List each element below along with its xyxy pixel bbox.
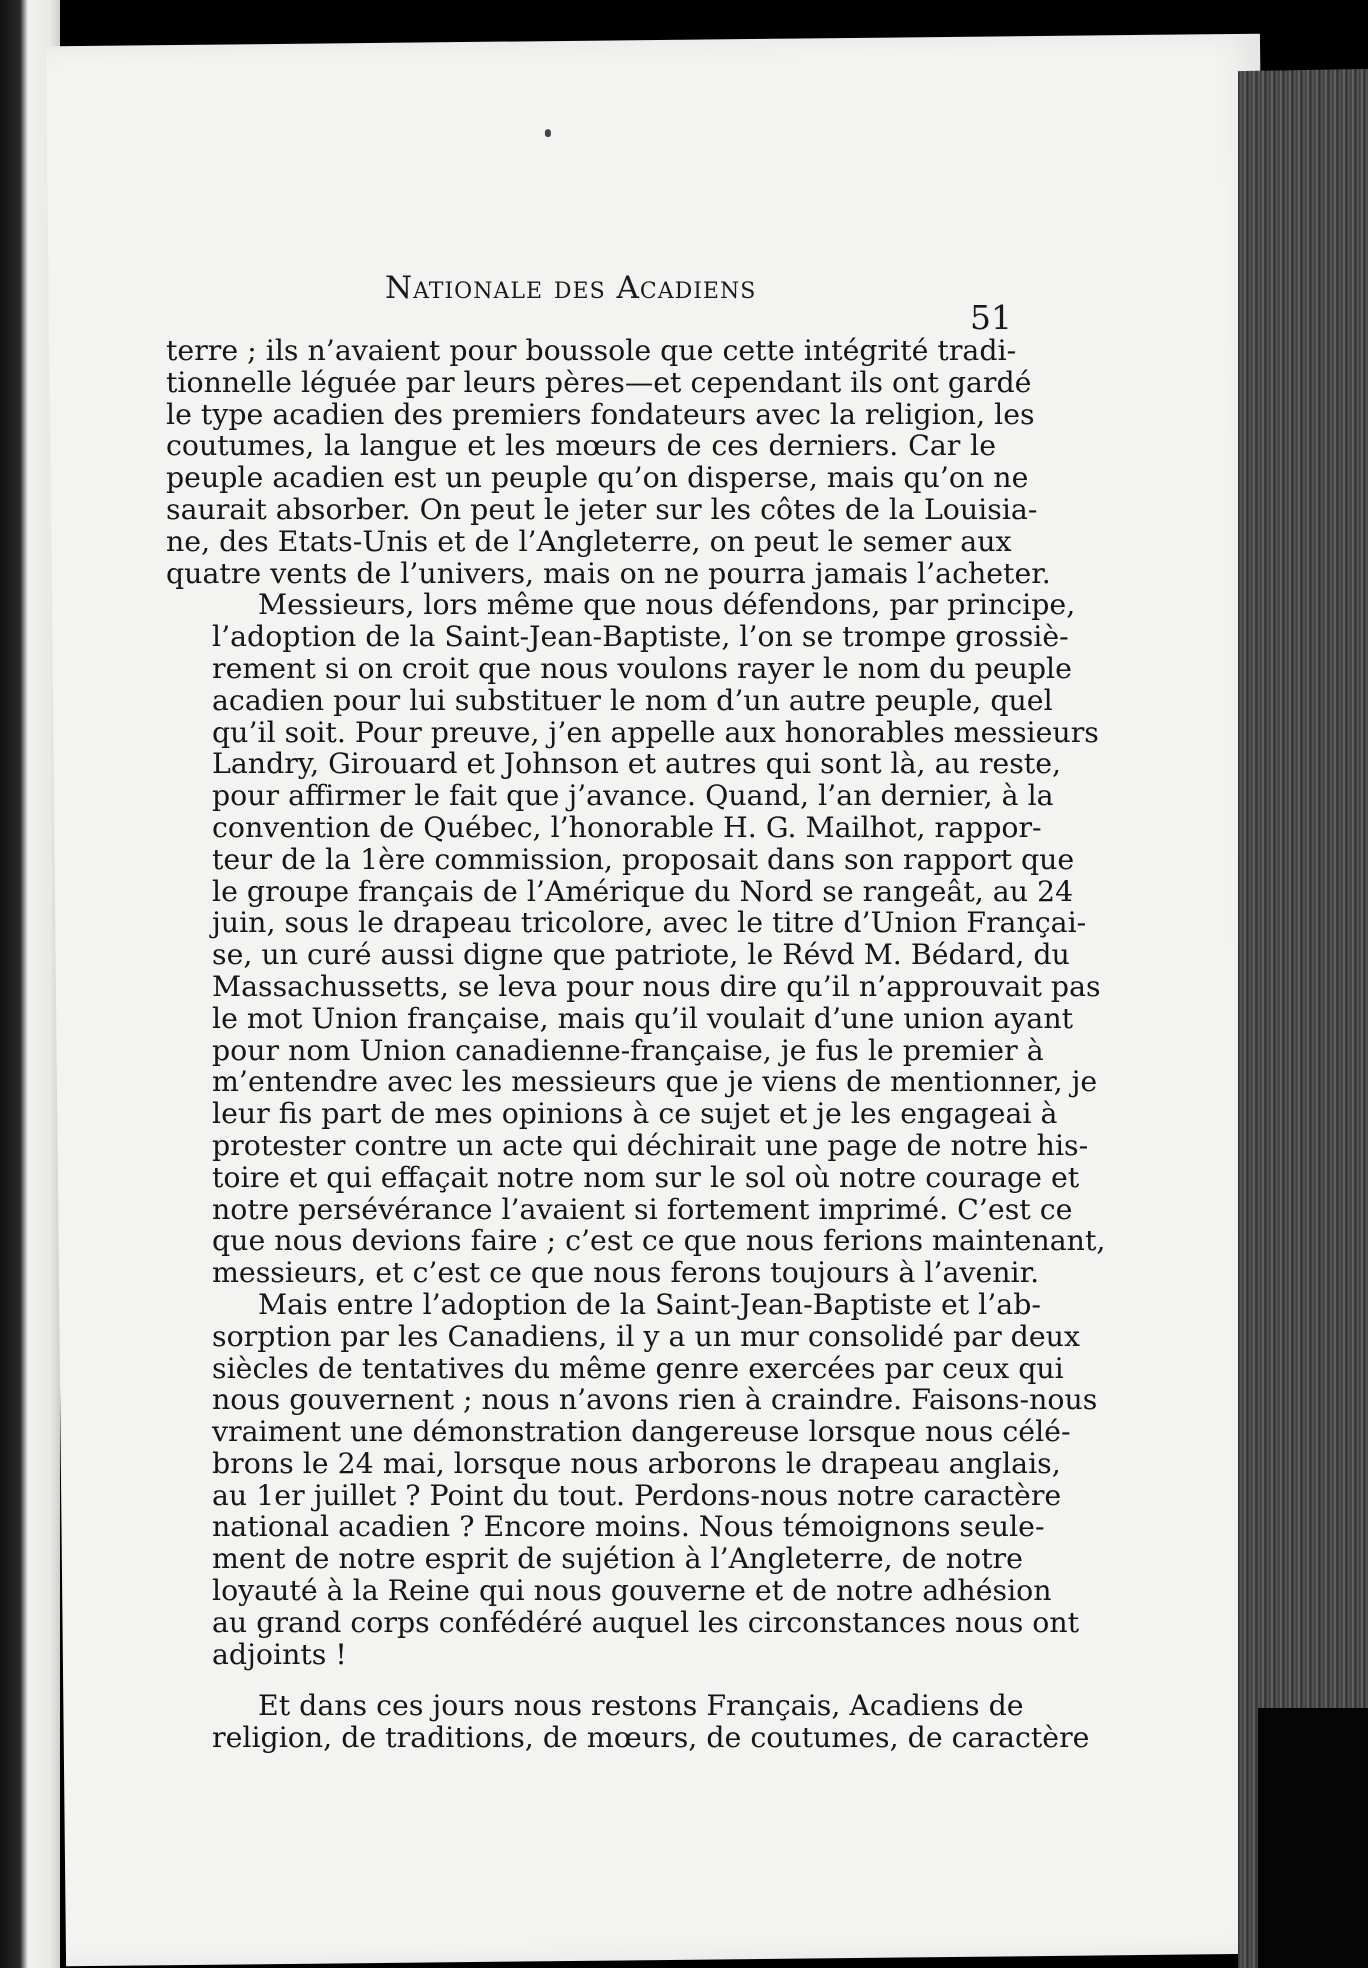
text-line: Et dans ces jours nous restons Français, Acadiens de (258, 1689, 1024, 1723)
paragraph-1 (166, 334, 1051, 590)
text-line: saurait absorber. On peut le jeter sur les côtes de la Louisia- (166, 492, 1038, 526)
text-line: Landry, Girouard et Johnson et autres qui sont là, au reste, (212, 747, 1062, 781)
paragraph-3 (166, 1287, 1098, 1671)
paragraph-4 (166, 1689, 1090, 1755)
text-line: coutumes, la langue et les mœurs de ces derniers. Car le (166, 429, 996, 463)
text-line: quatre vents de l’univers, mais on ne pourra jamais l’acheter. (166, 556, 1051, 590)
text-line: terre ; ils n’avaient pour boussole que cette intégrité tradi- (166, 334, 1017, 367)
text-line: acadien pour lui substituer le nom d’un autre peuple, quel (212, 683, 1053, 717)
text-line: Massachussetts, se leva pour nous dire qu’il n’approuvait pas (212, 969, 1101, 1003)
text-line: messieurs, et c’est ce que nous ferons toujours à l’avenir. (212, 1256, 1040, 1290)
text-line: religion, de traditions, de mœurs, de coutumes, de caractère (212, 1721, 1090, 1755)
running-head: Nationale des Acadiens (385, 270, 757, 306)
text-line: l’adoption de la Saint-Jean-Baptiste, l’on se trompe grossiè- (212, 620, 1069, 654)
paragraph-2 (166, 588, 1106, 1290)
text-line: nous gouvernent ; nous n’avons rien à craindre. Faisons-nous (212, 1383, 1098, 1417)
text-line: pour nom Union canadienne-française, je fus le premier à (212, 1033, 1044, 1067)
text-line: brons le 24 mai, lorsque nous arborons le drapeau anglais, (212, 1446, 1061, 1480)
text-line: Mais entre l’adoption de la Saint-Jean-Baptiste et l’ab- (258, 1287, 1041, 1321)
text-line: ment de notre esprit de sujétion à l’Angleterre, de notre (212, 1542, 1023, 1576)
text-line: au 1er juillet ? Point du tout. Perdons-nous notre caractère (212, 1478, 1062, 1512)
text-line: le groupe français de l’Amérique du Nord se rangeât, au 24 (212, 874, 1074, 908)
text-line: toire et qui effaçait notre nom sur le sol où notre courage et (212, 1160, 1080, 1194)
text-line: sorption par les Canadiens, il y a un mur consolidé par deux (212, 1319, 1080, 1353)
text-line: pour affirmer le fait que j’avance. Quand, l’an dernier, à la (212, 779, 1054, 813)
text-line: au grand corps confédéré auquel les circonstances nous ont (212, 1605, 1080, 1639)
body-text (166, 334, 1106, 1755)
page-stack-edges (1238, 69, 1368, 1968)
text-line: protester contre un acte qui déchirait une page de notre his- (212, 1128, 1089, 1162)
page-number: 51 (970, 298, 1012, 337)
text-line: convention de Québec, l’honorable H. G. Mailhot, rappor- (212, 810, 1042, 844)
text-line: teur de la 1ère commission, proposait dans son rapport que (212, 842, 1075, 876)
text-line: adjoints ! (212, 1637, 347, 1671)
text-line: rement si on croit que nous voulons rayer le nom du peuple (212, 651, 1072, 685)
text-line: leur fis part de mes opinions à ce sujet et je les engageai à (212, 1097, 1058, 1131)
text-line: ne, des Etats-Unis et de l’Angleterre, on peut le semer aux (166, 524, 1012, 558)
text-line: loyauté à la Reine qui nous gouverne et de notre adhésion (212, 1574, 1052, 1608)
text-line: Messieurs, lors même que nous défendons, par principe, (258, 588, 1076, 622)
text-line: notre persévérance l’avaient si fortement imprimé. C’est ce (212, 1192, 1073, 1226)
text-line: juin, sous le drapeau tricolore, avec le titre d’Union Françai- (212, 906, 1087, 940)
text-line: siècles de tentatives du même genre exercées par ceux qui (212, 1351, 1064, 1385)
text-line: se, un curé aussi digne que patriote, le Révd M. Bédard, du (212, 938, 1070, 972)
text-line: tionnelle léguée par leurs pères—et cependant ils ont gardé (166, 365, 1032, 399)
page-stack-shadow (1258, 1708, 1368, 1968)
text-line: national acadien ? Encore moins. Nous témoignons seule- (212, 1510, 1045, 1544)
text-line: peuple acadien est un peuple qu’on disperse, mais qu’on ne (166, 461, 1029, 495)
text-line: que nous devions faire ; c’est ce que nous ferions maintenant, (212, 1224, 1106, 1258)
text-line: vraiment une démonstration dangereuse lorsque nous célé- (212, 1415, 1071, 1449)
text-line: m’entendre avec les messieurs que je viens de mentionner, je (212, 1065, 1098, 1099)
text-line: le mot Union française, mais qu’il voulait d’une union ayant (212, 1001, 1074, 1035)
text-line: le type acadien des premiers fondateurs avec la religion, les (166, 397, 1035, 431)
ink-speck (545, 129, 551, 137)
text-line: qu’il soit. Pour preuve, j’en appelle aux honorables messieurs (212, 715, 1099, 749)
